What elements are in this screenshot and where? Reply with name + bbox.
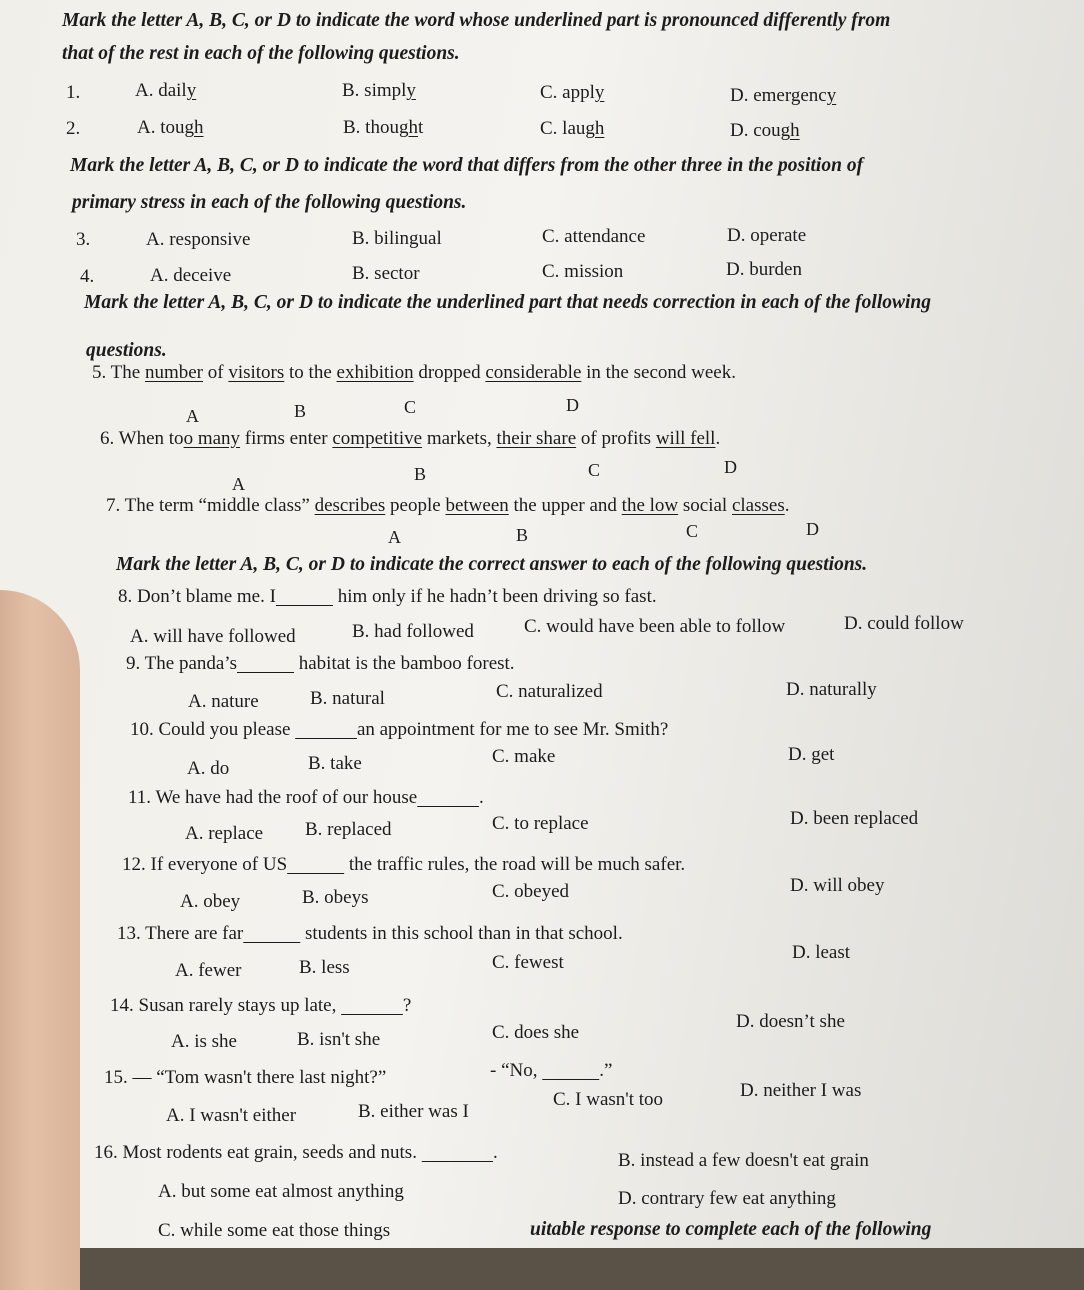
- q8-option-a[interactable]: A. will have followed: [130, 626, 296, 647]
- q6-sentence: 6. When too many firms enter competitive markets, their share of profits will fell.: [100, 428, 721, 449]
- q5-part-b[interactable]: visitors: [228, 362, 285, 383]
- q13-option-a[interactable]: A. fewer: [175, 960, 242, 981]
- q5-part-a[interactable]: number: [144, 362, 203, 383]
- q13-stem: 13. There are far students in this school than in that school.: [117, 923, 623, 944]
- q2-option-d[interactable]: D. cough: [730, 120, 800, 141]
- q15-option-c[interactable]: C. I wasn't too: [553, 1089, 664, 1110]
- q7-part-c[interactable]: the low: [621, 495, 679, 516]
- q8-option-c[interactable]: C. would have been able to follow: [524, 616, 786, 637]
- q7-part-d[interactable]: classes: [731, 495, 785, 516]
- q5-sentence: 5. The number of visitors to the exhibition dropped considerable in the second week.: [92, 362, 736, 383]
- q16-option-a[interactable]: A. but some eat almost anything: [158, 1181, 404, 1202]
- q16-stem: 16. Most rodents eat grain, seeds and nuts. .: [94, 1142, 498, 1163]
- q6-label-d: D: [724, 457, 737, 477]
- q16-option-c[interactable]: C. while some eat those things: [158, 1220, 391, 1241]
- q11-option-a[interactable]: A. replace: [185, 823, 264, 844]
- q11-option-c[interactable]: C. to replace: [492, 813, 589, 834]
- q16-option-b[interactable]: B. instead a few doesn't eat grain: [618, 1150, 869, 1171]
- hand-holding-page: [0, 590, 80, 1290]
- q6-part-c[interactable]: their share: [496, 428, 577, 449]
- q5-label-c: C: [404, 397, 417, 417]
- q7-label-a: A: [388, 527, 401, 547]
- q2-option-b[interactable]: B. thought: [343, 117, 424, 138]
- q6-part-b[interactable]: competitive: [332, 428, 423, 449]
- q11-option-d[interactable]: D. been replaced: [790, 808, 919, 829]
- q10-option-b[interactable]: B. take: [308, 753, 362, 774]
- q13-option-c[interactable]: C. fewest: [492, 952, 564, 973]
- q1-option-b[interactable]: B. simply: [342, 80, 416, 101]
- q8-stem: 8. Don’t blame me. I him only if he hadn’t been driving so fast.: [118, 586, 657, 607]
- q15-option-d[interactable]: D. neither I was: [740, 1080, 862, 1101]
- q9-option-d[interactable]: D. naturally: [786, 679, 877, 700]
- q10-option-d[interactable]: D. get: [788, 744, 835, 765]
- q1-option-d[interactable]: D. emergency: [730, 85, 837, 106]
- q9-option-a[interactable]: A. nature: [188, 691, 259, 712]
- q15-reply: - “No, .”: [490, 1060, 613, 1081]
- q5-part-d[interactable]: considerable: [485, 362, 582, 383]
- section1-instruction-line2: that of the rest in each of the following questions.: [62, 43, 460, 64]
- q3-number: 3.: [76, 229, 91, 250]
- q5-part-c[interactable]: exhibition: [336, 362, 414, 383]
- q7-part-b[interactable]: between: [445, 495, 509, 516]
- q10-option-c[interactable]: C. make: [492, 746, 556, 767]
- q6-part-a[interactable]: o many: [183, 428, 241, 449]
- section2-instruction-line1: Mark the letter A, B, C, or D to indicate the word that differs from the other three in the position of: [70, 155, 864, 176]
- q5-label-b: B: [294, 401, 307, 421]
- q6-label-b: B: [414, 464, 427, 484]
- q9-stem: 9. The panda’s habitat is the bamboo forest.: [126, 653, 515, 674]
- q7-label-c: C: [686, 521, 699, 541]
- q6-label-c: C: [588, 460, 601, 480]
- section4-instruction: Mark the letter A, B, C, or D to indicate the correct answer to each of the following questions.: [116, 554, 868, 575]
- q8-option-b[interactable]: B. had followed: [352, 621, 474, 642]
- q12-option-b[interactable]: B. obeys: [302, 887, 369, 908]
- q2-option-c[interactable]: C. laugh: [540, 118, 605, 139]
- q14-stem: 14. Susan rarely stays up late, ?: [110, 995, 412, 1016]
- q8-option-d[interactable]: D. could follow: [844, 613, 964, 634]
- q6-part-d[interactable]: will fell: [655, 428, 716, 449]
- q14-option-a[interactable]: A. is she: [171, 1031, 237, 1052]
- section3-instruction-line2: questions.: [86, 340, 167, 361]
- q11-option-b[interactable]: B. replaced: [305, 819, 392, 840]
- q15-option-b[interactable]: B. either was I: [358, 1101, 469, 1122]
- q7-label-d: D: [806, 519, 819, 539]
- q13-option-b[interactable]: B. less: [299, 957, 350, 978]
- q14-option-c[interactable]: C. does she: [492, 1022, 580, 1043]
- q4-option-b[interactable]: B. sector: [352, 263, 420, 284]
- q14-option-d[interactable]: D. doesn’t she: [736, 1011, 845, 1032]
- q12-option-c[interactable]: C. obeyed: [492, 881, 570, 902]
- q5-label-d: D: [566, 395, 579, 415]
- q4-option-c[interactable]: C. mission: [542, 261, 624, 282]
- q3-option-c[interactable]: C. attendance: [542, 226, 646, 247]
- q4-option-a[interactable]: A. deceive: [150, 265, 232, 286]
- q15-stem: 15. — “Tom wasn't there last night?”: [104, 1067, 387, 1088]
- section1-instruction-line1: Mark the letter A, B, C, or D to indicate the word whose underlined part is pronounced differently from: [62, 10, 891, 31]
- section3-instruction-line1: Mark the letter A, B, C, or D to indicate the underlined part that needs correction in each of the following: [84, 292, 932, 313]
- q12-option-d[interactable]: D. will obey: [790, 875, 885, 896]
- q15-option-a[interactable]: A. I wasn't either: [166, 1105, 297, 1126]
- q12-stem: 12. If everyone of US the traffic rules, the road will be much safer.: [122, 854, 686, 875]
- section5-instruction-partial: uitable response to complete each of the following: [530, 1219, 932, 1240]
- section2-instruction-line2: primary stress in each of the following questions.: [72, 192, 467, 213]
- q2-option-a[interactable]: A. tough: [137, 117, 204, 138]
- q9-option-b[interactable]: B. natural: [310, 688, 385, 709]
- q7-sentence: 7. The term “middle class” describes people between the upper and the low social classes.: [106, 495, 790, 516]
- q2-number: 2.: [66, 118, 81, 139]
- q3-option-b[interactable]: B. bilingual: [352, 228, 442, 249]
- q10-stem: 10. Could you please an appointment for me to see Mr. Smith?: [130, 719, 669, 740]
- q4-option-d[interactable]: D. burden: [726, 259, 802, 280]
- q9-option-c[interactable]: C. naturalized: [496, 681, 603, 702]
- q1-number: 1.: [66, 82, 81, 103]
- q7-part-a[interactable]: describes: [314, 495, 386, 516]
- q10-option-a[interactable]: A. do: [187, 758, 230, 779]
- q1-option-a[interactable]: A. daily: [135, 80, 197, 101]
- q3-option-d[interactable]: D. operate: [727, 225, 807, 246]
- q1-option-c[interactable]: C. apply: [540, 82, 605, 103]
- q13-option-d[interactable]: D. least: [792, 942, 851, 963]
- q16-option-d[interactable]: D. contrary few eat anything: [618, 1188, 836, 1209]
- q11-stem: 11. We have had the roof of our house .: [128, 787, 484, 808]
- q14-option-b[interactable]: B. isn't she: [297, 1029, 381, 1050]
- q6-label-a: A: [232, 474, 245, 494]
- q12-option-a[interactable]: A. obey: [180, 891, 241, 912]
- q5-label-a: A: [186, 406, 199, 426]
- q7-label-b: B: [516, 525, 529, 545]
- q4-number: 4.: [80, 266, 95, 287]
- q3-option-a[interactable]: A. responsive: [146, 229, 251, 250]
